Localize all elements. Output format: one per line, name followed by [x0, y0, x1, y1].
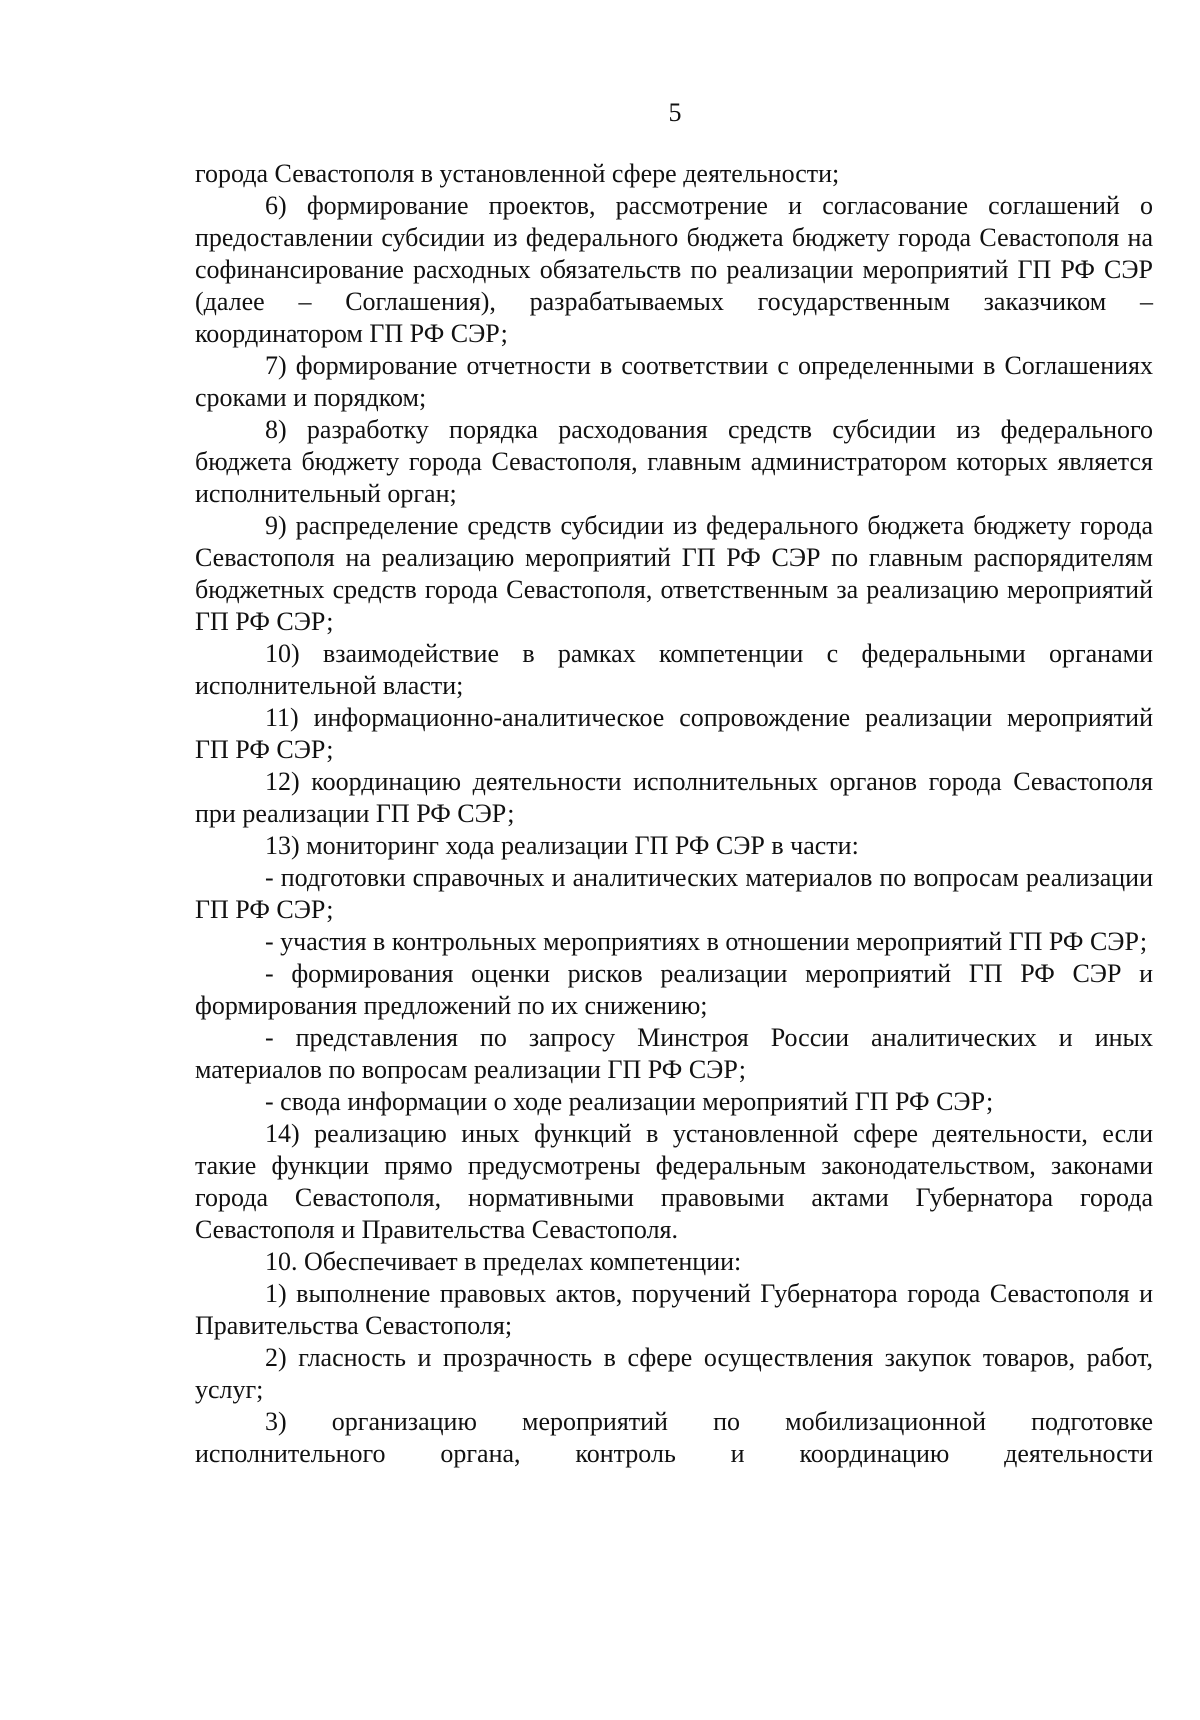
paragraph: города Севастополя в установленной сфере деятельности;	[195, 159, 840, 188]
paragraph: 11) информационно-аналитическое сопровождение реализации мероприятий ГП РФ СЭР;	[195, 703, 1153, 764]
list-item: - подготовки справочных и аналитических материалов по вопросам реализации ГП РФ СЭР;	[195, 863, 1153, 924]
paragraph: 7) формирование отчетности в соответствии с определенными в Соглашениях сроками и порядком;	[195, 351, 1153, 412]
paragraph: 1) выполнение правовых актов, поручений Губернатора города Севастополя и Правительства Севастополя;	[195, 1279, 1153, 1340]
paragraph: 3) организацию мероприятий по мобилизационной подготовке исполнительного органа, контроль и координацию деятельности	[195, 1407, 1153, 1468]
list-item: - формирования оценки рисков реализации мероприятий ГП РФ СЭР и формирования предложений по их снижению;	[195, 959, 1153, 1020]
paragraph: 14) реализацию иных функций в установленной сфере деятельности, если такие функции прямо предусмотрены федеральным законодательством, законами города Севастополя, нормативными правовыми актами Губернатора города Севастополя и Правительства Севастополя.	[195, 1119, 1153, 1244]
paragraph: 6) формирование проектов, рассмотрение и согласование соглашений о предоставлении субсидии из федерального бюджета бюджету города Севастополя на софинансирование расходных обязательств по реализации мероприятий ГП РФ СЭР (далее – Соглашения), разрабатываемых государственным заказчиком – координатором ГП РФ СЭР;	[195, 191, 1153, 348]
paragraph: 8) разработку порядка расходования средств субсидии из федерального бюджета бюджету города Севастополя, главным администратором которых является исполнительный орган;	[195, 415, 1153, 508]
paragraph: 2) гласность и прозрачность в сфере осуществления закупок товаров, работ, услуг;	[195, 1343, 1153, 1404]
list-item: - свода информации о ходе реализации мероприятий ГП РФ СЭР;	[265, 1087, 994, 1116]
list-item: - участия в контрольных мероприятиях в отношении мероприятий ГП РФ СЭР;	[265, 927, 1148, 956]
paragraph: 9) распределение средств субсидии из федерального бюджета бюджету города Севастополя на реализацию мероприятий ГП РФ СЭР по главным распорядителям бюджетных средств города Севастополя, ответственным за реализацию мероприятий ГП РФ СЭР;	[195, 511, 1153, 636]
list-item: - представления по запросу Минстроя России аналитических и иных материалов по вопросам реализации ГП РФ СЭР;	[195, 1023, 1153, 1084]
paragraph: 12) координацию деятельности исполнительных органов города Севастополя при реализации ГП РФ СЭР;	[195, 767, 1153, 828]
page-number: 5	[668, 98, 682, 127]
document-body	[195, 158, 1153, 1470]
paragraph: 10) взаимодействие в рамках компетенции с федеральными органами исполнительной власти;	[195, 639, 1153, 700]
paragraph: 13) мониторинг хода реализации ГП РФ СЭР в части:	[265, 831, 859, 860]
section-heading: 10. Обеспечивает в пределах компетенции:	[265, 1247, 742, 1276]
